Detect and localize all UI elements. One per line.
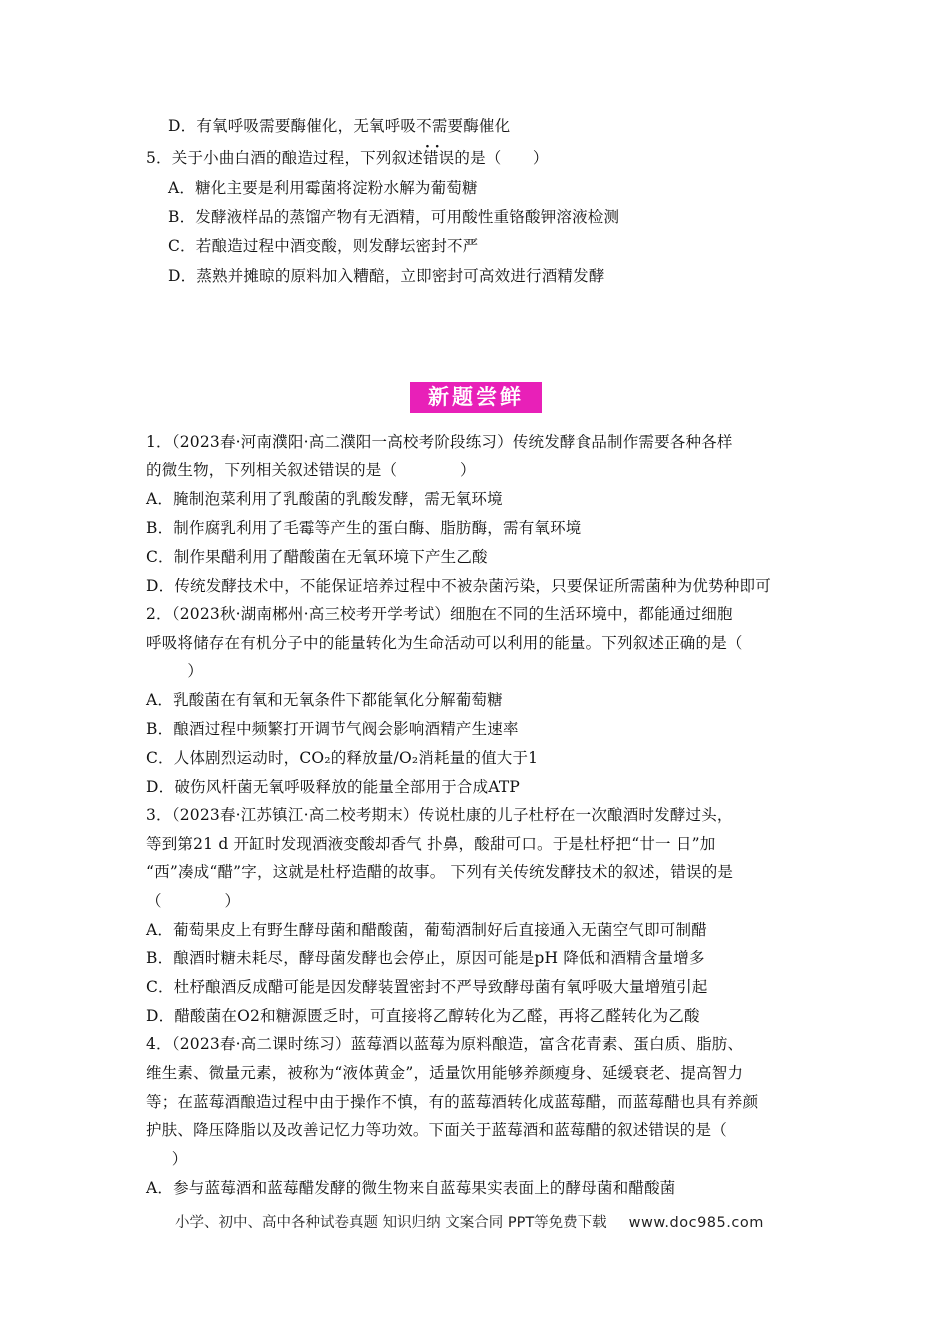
q5-stem-after: 的是（ ） [454,149,549,167]
nq2-option-a: A．乳酸菌在有氧和无氧条件下都能氧化分解葡萄糖 [146,691,503,709]
q5-option-c: C．若酿造过程中酒变酸，则发酵坛密封不严 [168,237,479,255]
footer-site-link[interactable]: www.doc985.com [628,1215,764,1231]
q5-stem [146,148,549,168]
footer-text: 小学、初中、高中各种试卷真题 知识归纳 文案合同 PPT等免费下载 [175,1215,607,1231]
q4-option-d: D．有氧呼吸需要酶催化，无氧呼吸不需要酶催化 [168,117,511,135]
nq4-line-1: 4．（2023春·高二课时练习）蓝莓酒以蓝莓为原料酿造，富含花青素、蛋白质、脂肪、 [146,1035,744,1053]
nq2-line-2: 呼吸将储存在有机分子中的能量转化为生命活动可以利用的能量。下列叙述正确的是（ [146,634,743,652]
nq3-line-4: （ ） [146,892,241,910]
nq2-line-3: ） [156,662,204,680]
q5-option-b: B．发酵液样品的蒸馏产物有无酒精，可用酸性重铬酸钾溶液检测 [168,208,620,226]
nq1-option-c: C．制作果醋利用了醋酸菌在无氧环境下产生乙酸 [146,548,488,566]
nq4-option-a: A．参与蓝莓酒和蓝莓醋发酵的微生物来自蓝莓果实表面上的酵母菌和醋酸菌 [146,1179,676,1197]
nq4-line-5: ） [156,1150,188,1168]
nq3-option-a: A．葡萄果皮上有野生酵母菌和醋酸菌，葡萄酒制好后直接通入无菌空气即可制醋 [146,921,707,939]
nq3-line-1: 3．（2023春·江苏镇江·高二校考期末）传说杜康的儿子杜杼在一次酿酒时发酵过头， [146,806,733,824]
nq2-option-d: D．破伤风杆菌无氧呼吸释放的能量全部用于合成ATP [146,778,521,796]
nq1-line-1: 1．（2023春·河南濮阳·高二濮阳一高校考阶段练习）传统发酵食品制作需要各种各样 [146,433,733,451]
nq4-line-4: 护肤、降压降脂以及改善记忆力等功效。下面关于蓝莓酒和蓝莓醋的叙述错误的是（ [146,1121,727,1139]
nq2-line-1: 2．（2023秋·湖南郴州·高三校考开学考试）细胞在不同的生活环境中，都能通过细胞 [146,605,733,623]
nq1-option-b: B．制作腐乳利用了毛霉等产生的蛋白酶、脂肪酶，需有氧环境 [146,519,582,537]
nq3-option-b: B．酿酒时糖未耗尽，酵母菌发酵也会停止，原因可能是pH 降低和酒精含量增多 [146,949,705,967]
q5-stem-before: 5．关于小曲白酒的酿造过程，下列叙述 [146,149,423,167]
section-banner: 新题尝鲜 [410,382,542,413]
nq4-line-2: 维生素、微量元素，被称为“液体黄金”，适量饮用能够养颜瘦身、延缓衰老、提高智力 [146,1064,744,1082]
nq1-option-d: D．传统发酵技术中，不能保证培养过程中不被杂菌污染，只要保证所需菌种为优势种即可 [146,577,771,595]
nq3-option-c: C．杜杼酿酒反成醋可能是因发酵装置密封不严导致酵母菌有氧呼吸大量增殖引起 [146,978,708,996]
q5-stem-emphasis: · · 错误 [423,149,454,167]
nq1-option-a: A．腌制泡菜利用了乳酸菌的乳酸发酵，需无氧环境 [146,490,503,508]
nq1-line-2: 的微生物，下列相关叙述错误的是（ ） [146,461,476,479]
nq3-option-d: D．醋酸菌在O2和糖源匮乏时，可直接将乙醇转化为乙醛，再将乙醛转化为乙酸 [146,1007,700,1025]
nq4-line-3: 等；在蓝莓酒酿造过程中由于操作不慎，有的蓝莓酒转化成蓝莓醋，而蓝莓醋也具有养颜 [146,1093,759,1111]
nq2-option-c: C．人体剧烈运动时，CO₂的释放量/O₂消耗量的值大于1 [146,749,539,767]
q5-option-d: D．蒸熟并摊晾的原料加入糟醅，立即密封可高效进行酒精发酵 [168,267,605,285]
nq3-line-3: “西”凑成“醋”字，这就是杜杼造醋的故事。 下列有关传统发酵技术的叙述，错误的是 [146,863,734,881]
q5-option-a: A．糖化主要是利用霉菌将淀粉水解为葡萄糖 [168,179,478,197]
page-footer [175,1213,764,1233]
nq2-option-b: B．酿酒过程中频繁打开调节气阀会影响酒精产生速率 [146,720,519,738]
nq3-line-2: 等到第21 d 开缸时发现酒液变酸却香气 扑鼻，酸甜可口。于是杜杼把“廿一 日”加 [146,835,716,853]
